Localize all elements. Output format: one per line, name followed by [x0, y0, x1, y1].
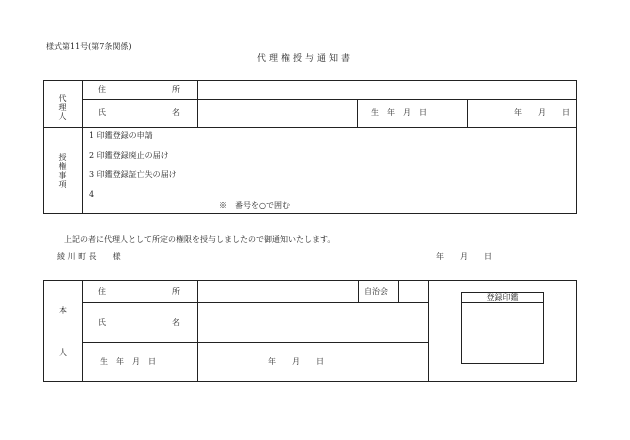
principal-address-field[interactable] [198, 281, 357, 301]
statement-text: 上記の者に代理人として所定の権限を授与しましたので御通知いたします。 [64, 235, 336, 244]
document-title: 代理権授与通知書 [257, 54, 354, 64]
issue-date: 年 月 日 [436, 252, 492, 261]
form-number: 様式第11号(第7条関係) [46, 42, 132, 51]
agent-name-label: 氏 名 [98, 108, 180, 117]
agent-birth-date-label: 生 年 月 日 [371, 108, 427, 117]
principal-name-field[interactable] [198, 303, 427, 341]
agent-address-label: 住 所 [98, 85, 180, 94]
agent-date-label: 年 月 日 [514, 108, 570, 117]
delegation-item-4: 4 [89, 190, 95, 199]
principal-association-label: 自治会 [364, 287, 388, 296]
principal-date-label: 年 月 日 [268, 357, 324, 366]
registered-seal-label: 登録印鑑 [461, 292, 544, 303]
delegation-item-2: 2 印鑑登録廃止の届け [89, 151, 169, 160]
agent-address-field[interactable] [198, 81, 576, 98]
delegation-item-1: 1 印鑑登録の申請 [89, 131, 153, 140]
agent-name-field[interactable] [198, 100, 356, 127]
principal-name-label: 氏 名 [98, 318, 180, 327]
principal-address-label: 住 所 [98, 287, 180, 296]
principal-side-label-bottom: 人 [59, 348, 67, 357]
addressee: 綾 川 町 長 様 [57, 252, 121, 261]
delegation-side-label: 授権事項 [58, 153, 67, 189]
delegation-note: ※ 番号を○で囲む [219, 201, 290, 210]
delegation-item-3: 3 印鑑登録証亡失の届け [89, 170, 177, 179]
agent-side-label: 代理人 [58, 94, 67, 121]
principal-birth-date-label: 生 年 月 日 [100, 357, 156, 366]
principal-association-field[interactable] [399, 281, 427, 301]
principal-side-label-top: 本 [59, 306, 67, 315]
